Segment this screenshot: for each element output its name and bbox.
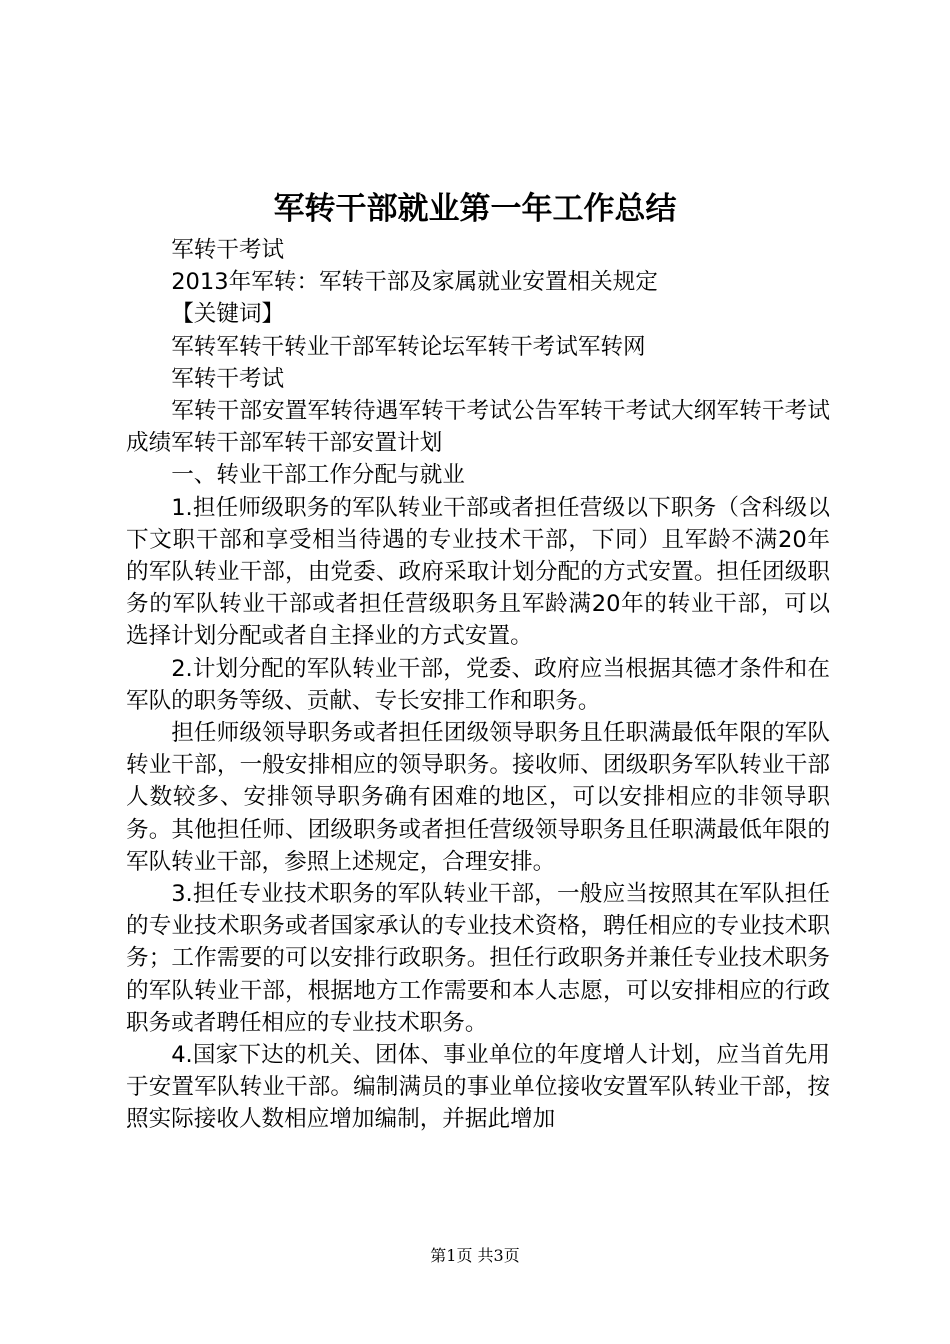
- paragraph: 军转干考试: [171, 365, 285, 392]
- paragraph: 2.计划分配的军队转业干部，党委、政府应当根据其德才条件和在军队的职务等级、贡献、专长安排工作和职务。: [126, 655, 830, 714]
- paragraph: 1.担任师级职务的军队转业干部或者担任营级以下职务（含科级以下文职干部和享受相当待遇的专业技术干部，下同）且军龄不满20年的军队转业干部，由党委、政府采取计划分配的方式安置。担任团级职务的军队转业干部或者担任营级职务且军龄满20年的转业干部，可以选择计划分配或者自主择业的方式安置。: [126, 494, 830, 650]
- paragraph: 军转干考试: [171, 237, 285, 263]
- paragraph: 2013年军转：军转干部及家属就业安置相关规定: [171, 269, 658, 296]
- paragraph: 军转干部安置军转待遇军转干考试公告军转干考试大纲军转干考试成绩军转干部军转干部安置计划: [126, 398, 830, 457]
- document-body: [126, 234, 830, 1136]
- paragraph: 4.国家下达的机关、团体、事业单位的年度增人计划，应当首先用于安置军队转业干部。编制满员的事业单位接收安置军队转业干部，按照实际接收人数相应增加编制，并据此增加: [126, 1042, 830, 1133]
- paragraph: 3.担任专业技术职务的军队转业干部，一般应当按照其在军队担任的专业技术职务或者国家承认的专业技术资格，聘任相应的专业技术职务；工作需要的可以安排行政职务。担任行政职务并兼任专业技术职务的军队转业干部，根据地方工作需要和本人志愿，可以安排相应的行政职务或者聘任相应的专业技术职务。: [126, 881, 830, 1036]
- paragraph: 担任师级领导职务或者担任团级领导职务且任职满最低年限的军队转业干部，一般安排相应的领导职务。接收师、团级职务军队转业干部人数较多、安排领导职务确有困难的地区，可以安排相应的非领导职务。其他担任师、团级职务或者担任营级领导职务且任职满最低年限的军队转业干部，参照上述规定，合理安排。: [126, 720, 830, 875]
- paragraph: 军转军转干转业干部军转论坛军转干考试军转网: [171, 333, 646, 360]
- paragraph: 【关键词】: [171, 301, 285, 328]
- document-title: 军转干部就业第一年工作总结: [273, 191, 677, 227]
- page-number: 第1页 共3页: [430, 1246, 520, 1265]
- section-heading: 一、转业干部工作分配与就业: [171, 462, 465, 489]
